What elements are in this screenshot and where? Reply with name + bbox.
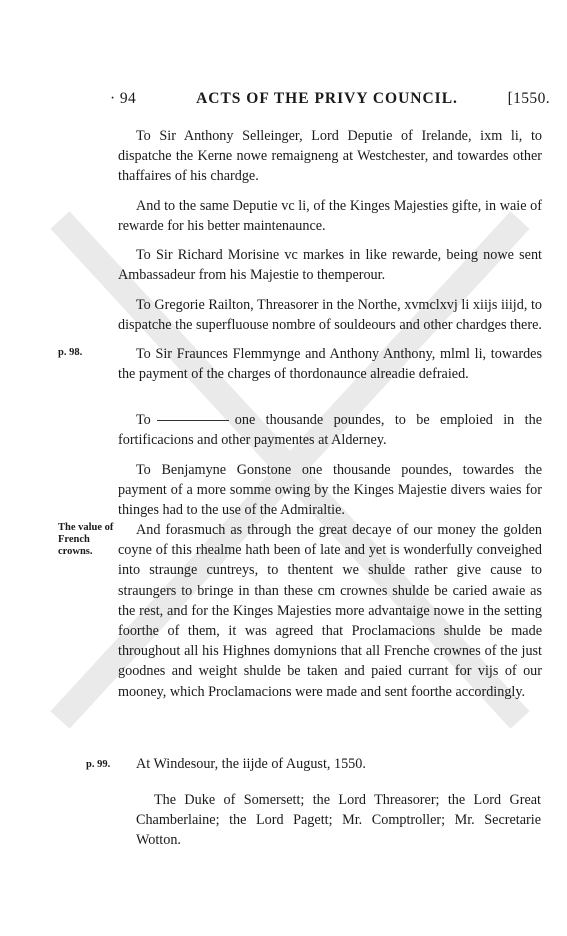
meeting-heading: At Windesour, the iijde of August, 1550.: [136, 756, 366, 772]
paragraph-flemmynge: To Sir Fraunces Flemmynge and Anthony Anthony, mlml li, towardes the payment of the charges of thordonaunce alreadie defraied.: [118, 346, 542, 383]
attendees-list: The Duke of Somersett; the Lord Threasorer; the Lord Great Chamberlaine; the Lord Pagett; Mr. Comptroller; Mr. Secretarie Wotton.: [136, 792, 541, 849]
margin-note-p98: p. 98.: [58, 347, 83, 358]
page-number: · 94: [110, 90, 137, 107]
paragraph-alderney-rest: one thousande poundes, to be emploied in the fortificacions and other paymentes at Alderney.: [118, 412, 542, 449]
paragraph-alderney-start: To: [136, 412, 151, 428]
margin-note-p99: p. 99.: [86, 759, 111, 770]
running-title: ACTS OF THE PRIVY COUNCIL.: [196, 90, 458, 107]
paragraph-selleinger: To Sir Anthony Selleinger, Lord Deputie of Irelande, ixm li, to dispatche the Kerne nowe remaigneng at Westchester, and towardes other thaffaires of his chardge.: [118, 128, 542, 185]
paragraph-french-crowns: And forasmuch as through the great decaye of our money the golden coyne of this rhealme hath been of late and yet is wonderfully conveighed into straunge cuntreys, to thentent we shulde rather give cause to straungers to bringe in than these cm crownes shulde be caried awaie as the rest, and for the Kinges Majesties more advantaige nowe in the setting foorthe of them, it was agreed that Proclamacions shulde be made throughout all his Highnes domynions that all Frenche crownes of the just goodnes and weight shulde be taken and paied currant for vijs of our mooney, which Proclamacions were made and sent foorthe accordingly.: [118, 522, 542, 700]
paragraph-railton: To Gregorie Railton, Threasorer in the Northe, xvmclxvj li xiijs iiijd, to dispatche the superfluouse nombre of souldeours and other chardges there.: [118, 297, 542, 334]
paragraph-alderney: [118, 410, 542, 450]
margin-note-french-crowns: The value of French crowns.: [58, 522, 114, 557]
paragraph-deputie: And to the same Deputie vc li, of the Kinges Majesties gifte, in waie of rewarde for his better maintenaunce.: [118, 198, 542, 235]
paragraph-gonstone: To Benjamyne Gonstone one thousande poundes, towardes the payment of a more somme owing by the Kinges Majestie divers waies for thinges had to the use of the Admiraltie.: [118, 462, 542, 519]
paragraph-morisine: To Sir Richard Morisine vc markes in like rewarde, being nowe sent Ambassadeur from his Majestie to themperour.: [118, 247, 542, 284]
running-year: [1550.: [507, 90, 550, 107]
blank-line: [157, 420, 229, 421]
running-header: [110, 90, 550, 112]
